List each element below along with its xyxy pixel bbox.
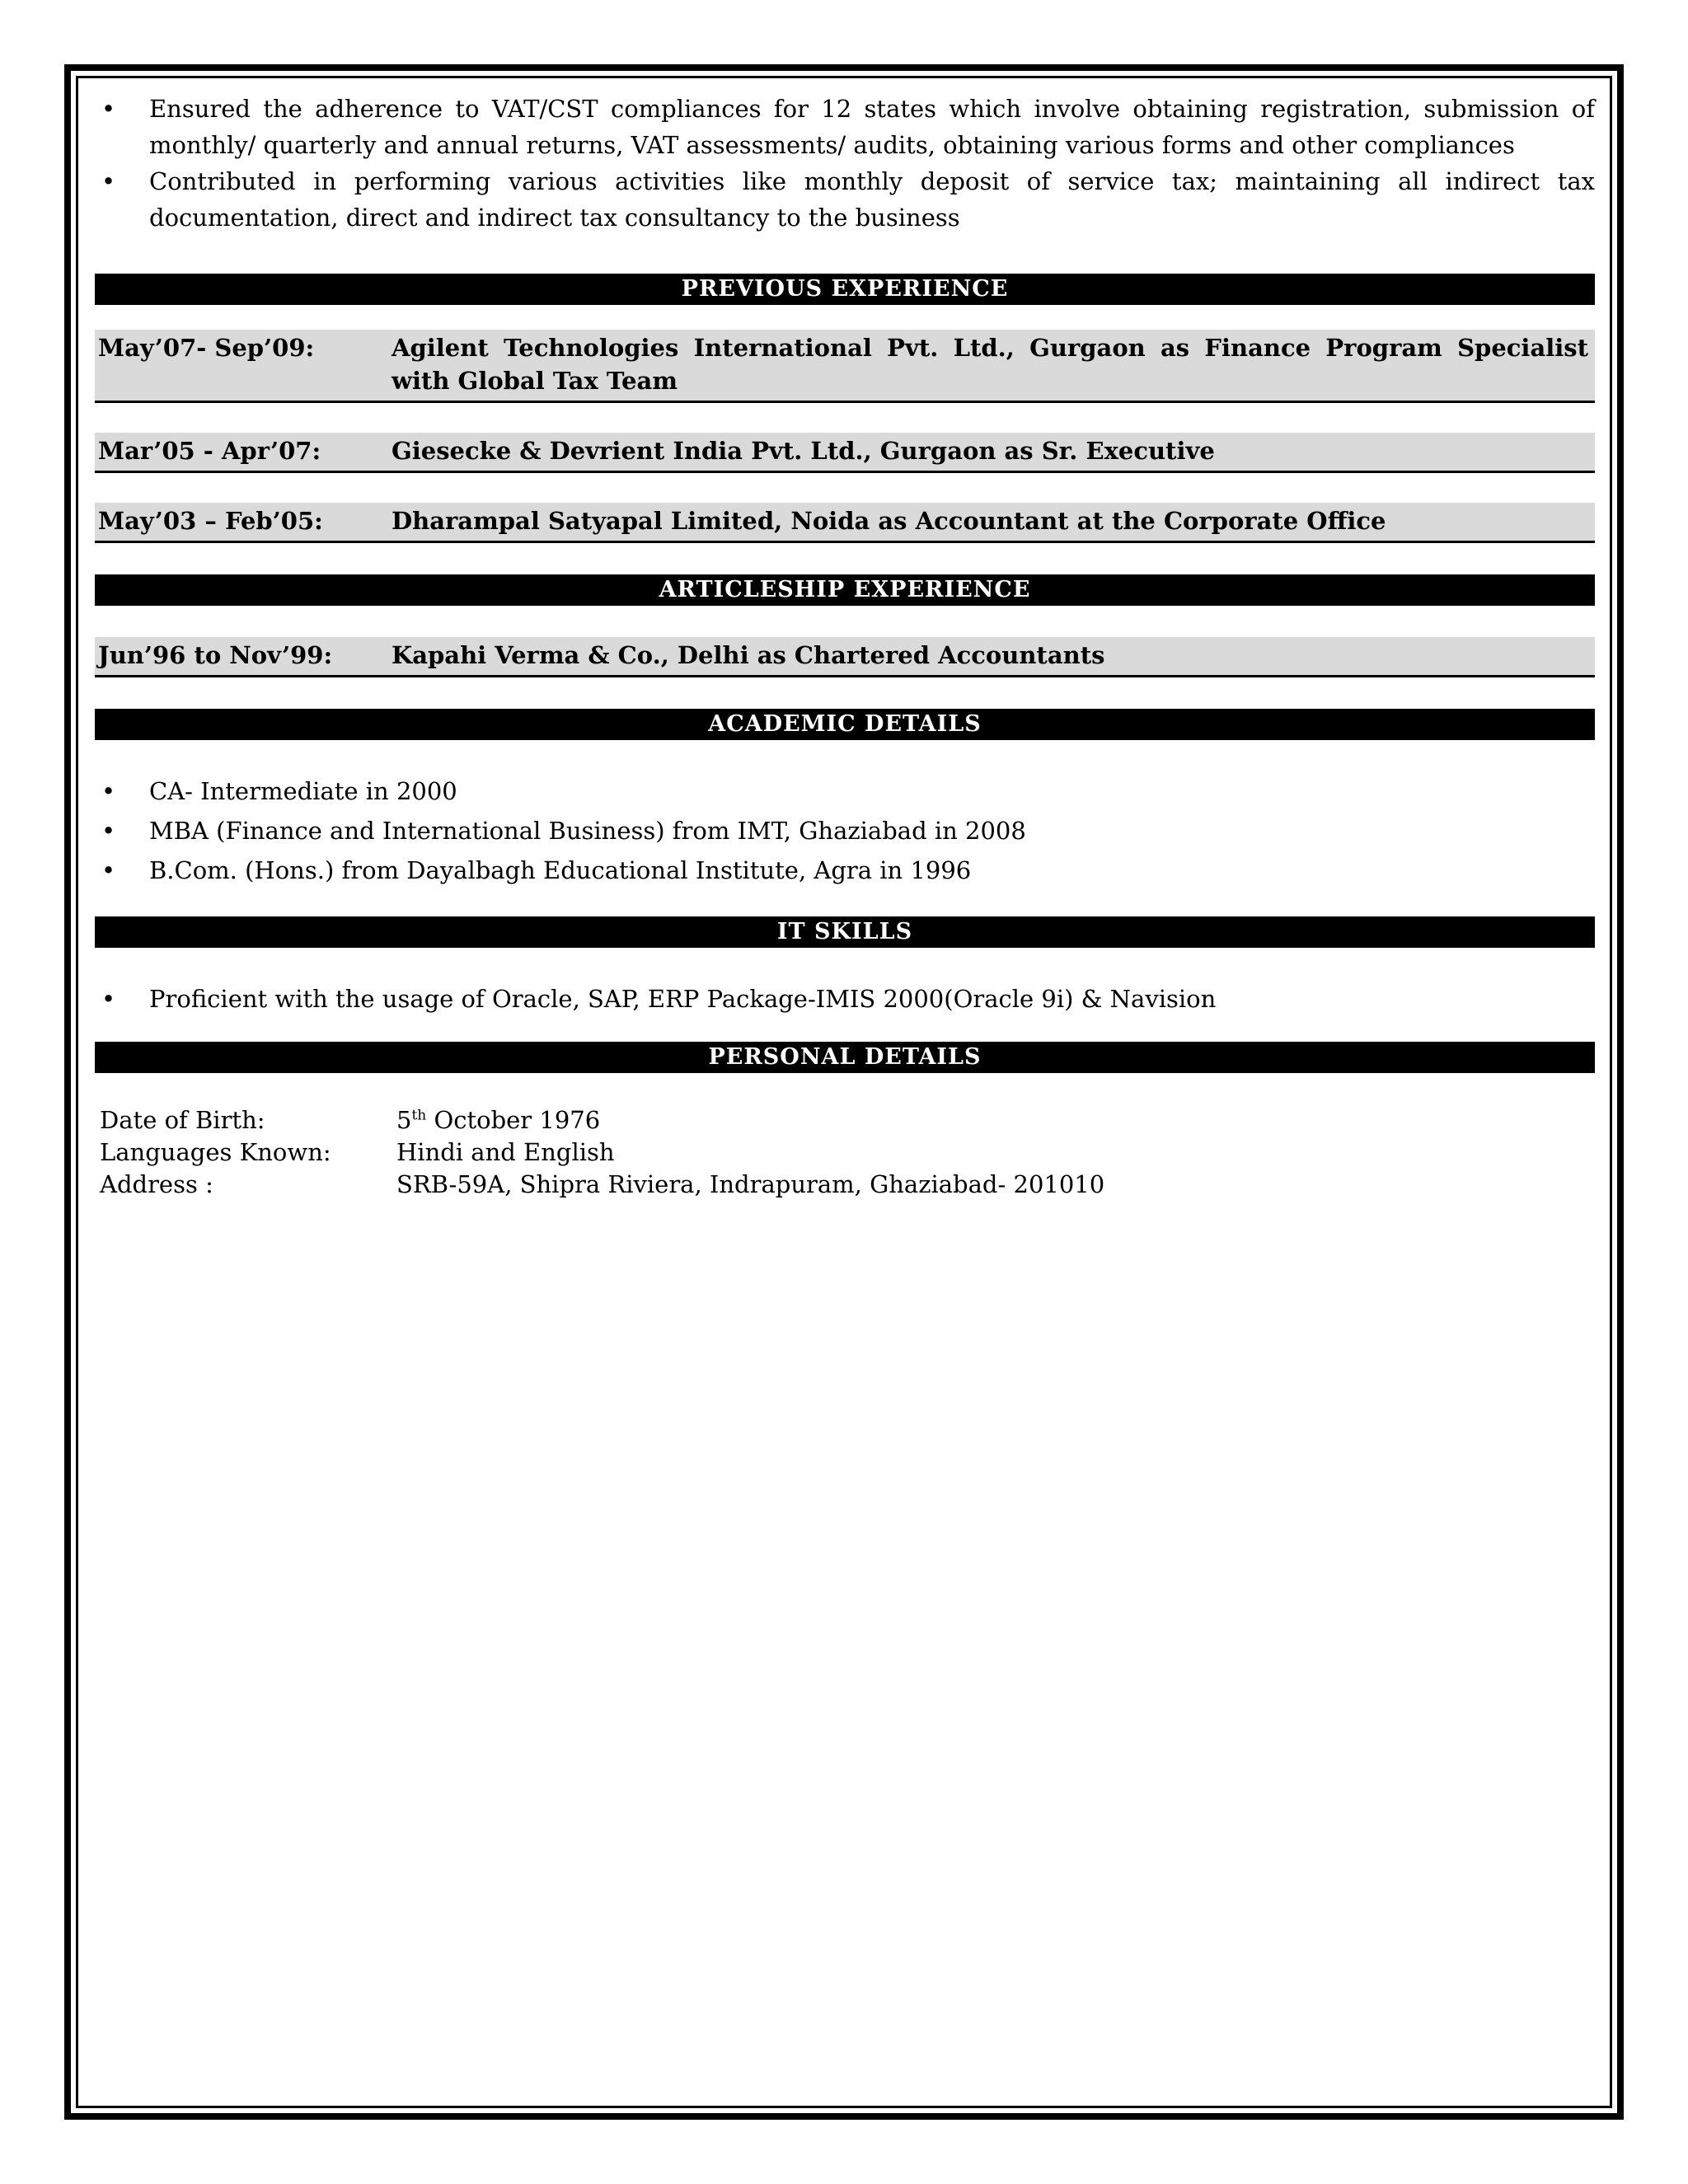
list-item <box>95 163 1595 236</box>
skill-item: Proficient with the usage of Oracle, SAP, ERP Package-IMIS 2000(Oracle 9i) & Navision <box>149 985 1217 1013</box>
bullet-icon: • <box>101 985 116 1013</box>
articleship-row <box>95 637 1595 677</box>
list-item <box>95 981 1595 1017</box>
experience-row <box>95 330 1595 403</box>
personal-row-languages <box>95 1137 1595 1169</box>
experience-date: May’03 – Feb’05: <box>98 507 323 535</box>
bullet-icon: • <box>101 856 116 884</box>
bullet-text: Ensured the adherence to VAT/CST compliances for 12 states which involve obtaining registration, submission of monthly/ quarterly and annual returns, VAT assessments/ audits, obtaining various forms and other compliances <box>149 95 1595 159</box>
experience-row <box>95 433 1595 473</box>
dob-value: 5th October 1976 <box>396 1106 601 1134</box>
list-item <box>95 811 1595 851</box>
experience-date: Mar’05 - Apr’07: <box>98 437 321 465</box>
list-item <box>95 771 1595 811</box>
section-heading-personal: PERSONAL DETAILS <box>95 1042 1595 1073</box>
academic-item: CA- Intermediate in 2000 <box>149 777 457 805</box>
personal-row-address <box>95 1169 1595 1201</box>
bullet-icon: • <box>101 167 116 195</box>
bullet-icon: • <box>101 817 116 845</box>
articleship-description: Kapahi Verma & Co., Delhi as Chartered Accountants <box>392 641 1105 669</box>
languages-label: Languages Known: <box>100 1138 331 1166</box>
experience-date: May’07- Sep’09: <box>98 334 315 362</box>
academic-item: MBA (Finance and International Business) from IMT, Ghaziabad in 2008 <box>149 817 1026 845</box>
languages-value: Hindi and English <box>396 1138 615 1166</box>
list-item <box>95 91 1595 163</box>
personal-row-dob <box>95 1104 1595 1137</box>
experience-row <box>95 503 1595 543</box>
experience-description: Agilent Technologies International Pvt. Ltd., Gurgaon as Finance Program Specialist with Global Tax Team <box>392 334 1588 395</box>
responsibility-list <box>95 91 1595 236</box>
section-heading-it-skills: IT SKILLS <box>95 916 1595 948</box>
academic-list <box>95 771 1595 890</box>
resume-content <box>95 91 1595 1201</box>
bullet-icon: • <box>101 95 116 123</box>
experience-description: Giesecke & Devrient India Pvt. Ltd., Gurgaon as Sr. Executive <box>392 437 1215 465</box>
section-heading-academic: ACADEMIC DETAILS <box>95 709 1595 740</box>
bullet-icon: • <box>101 777 116 805</box>
section-heading-previous-experience: PREVIOUS EXPERIENCE <box>95 274 1595 305</box>
section-heading-articleship: ARTICLESHIP EXPERIENCE <box>95 574 1595 606</box>
address-value: SRB-59A, Shipra Riviera, Indrapuram, Ghaziabad- 201010 <box>396 1170 1105 1198</box>
academic-item: B.Com. (Hons.) from Dayalbagh Educational Institute, Agra in 1996 <box>149 856 972 884</box>
address-label: Address : <box>100 1170 213 1198</box>
articleship-date: Jun’96 to Nov’99: <box>98 641 333 669</box>
it-skills-list <box>95 981 1595 1017</box>
bullet-text: Contributed in performing various activities like monthly deposit of service tax; maintaining all indirect tax documentation, direct and indirect tax consultancy to the business <box>149 167 1595 232</box>
experience-description: Dharampal Satyapal Limited, Noida as Accountant at the Corporate Office <box>392 507 1386 535</box>
list-item <box>95 851 1595 890</box>
dob-label: Date of Birth: <box>100 1106 265 1134</box>
